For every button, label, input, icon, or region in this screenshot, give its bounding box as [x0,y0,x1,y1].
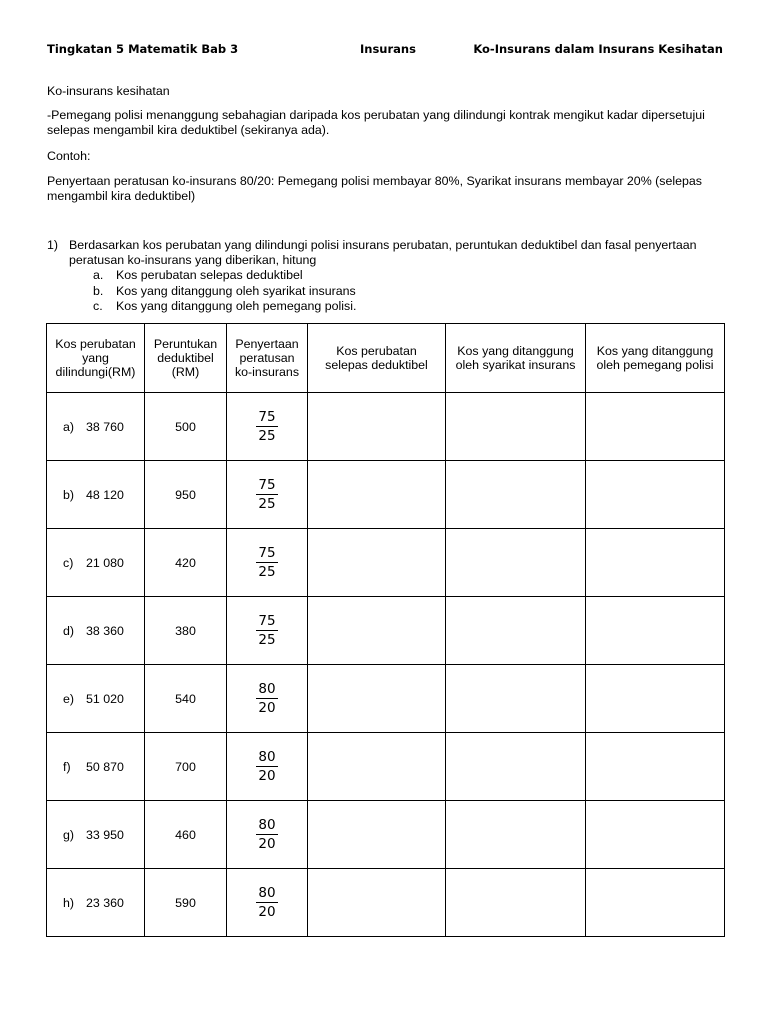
header-deductible: Peruntukan deduktibel (RM) [145,324,227,393]
intro-heading: Ko-insurans kesihatan [47,84,170,98]
fraction-numerator: 80 [258,817,276,833]
cell-medical-cost [47,733,145,801]
cost-value: 23 360 [86,895,124,910]
cell-insurer-cost[interactable] [446,529,586,597]
fraction-denominator: 25 [258,564,276,580]
coinsurance-fraction [256,409,277,444]
table-row [47,393,725,461]
table-row [47,597,725,665]
cell-coinsurance-ratio [227,461,308,529]
question-part-letter: b. [93,284,104,298]
cell-policyholder-cost[interactable] [586,529,725,597]
cell-policyholder-cost[interactable] [586,393,725,461]
cell-medical-cost [47,393,145,461]
fraction-numerator: 80 [258,681,276,697]
cell-coinsurance-ratio [227,733,308,801]
question-part-text: Kos yang ditanggung oleh syarikat insurans [116,284,356,298]
cell-insurer-cost[interactable] [446,801,586,869]
cell-insurer-cost[interactable] [446,665,586,733]
cost-value: 48 120 [86,487,124,502]
row-label: e) [63,691,75,706]
fraction-denominator: 25 [258,632,276,648]
cell-coinsurance-ratio [227,665,308,733]
cost-value: 50 870 [86,759,124,774]
coinsurance-fraction [256,817,277,852]
header-coinsurance-ratio: Penyertaan peratusan ko-insurans [227,324,308,393]
cell-cost-after-deductible[interactable] [308,597,446,665]
fraction-denominator: 25 [258,428,276,444]
row-label: a) [63,419,75,434]
coinsurance-fraction [256,613,277,648]
cell-coinsurance-ratio [227,393,308,461]
fraction-numerator: 80 [258,749,276,765]
cell-deductible: 500 [145,393,227,461]
cell-deductible: 700 [145,733,227,801]
cell-coinsurance-ratio [227,529,308,597]
cell-policyholder-cost[interactable] [586,869,725,937]
cell-deductible: 950 [145,461,227,529]
cell-coinsurance-ratio [227,597,308,665]
fraction-numerator: 80 [258,885,276,901]
question-part-letter: a. [93,268,104,282]
fraction-denominator: 20 [258,700,276,716]
cell-deductible: 590 [145,869,227,937]
cell-deductible: 540 [145,665,227,733]
cell-coinsurance-ratio [227,801,308,869]
coinsurance-fraction [256,885,277,920]
cell-policyholder-cost[interactable] [586,665,725,733]
table-row [47,733,725,801]
header-policyholder-cost: Kos yang ditanggung oleh pemegang polisi [586,324,725,393]
fraction-numerator: 75 [258,409,276,425]
cell-cost-after-deductible[interactable] [308,869,446,937]
question-text: Berdasarkan kos perubatan yang dilindungi polisi insurans perubatan, peruntukan deduktibel dan fasal penyertaan peratusan ko-insurans yang diberikan, hitung [69,238,697,267]
fraction-numerator: 75 [258,477,276,493]
cell-deductible: 420 [145,529,227,597]
fraction-numerator: 75 [258,613,276,629]
header-right: Ko-Insurans dalam Insurans Kesihatan [473,42,723,56]
table-row [47,665,725,733]
fraction-denominator: 20 [258,904,276,920]
coinsurance-fraction [256,477,277,512]
cell-medical-cost [47,597,145,665]
cell-medical-cost [47,869,145,937]
cell-medical-cost [47,461,145,529]
cell-cost-after-deductible[interactable] [308,733,446,801]
cell-cost-after-deductible[interactable] [308,393,446,461]
cell-insurer-cost[interactable] [446,733,586,801]
table-row [47,529,725,597]
co-insurance-table [46,323,725,937]
fraction-denominator: 20 [258,836,276,852]
cell-medical-cost [47,665,145,733]
cost-value: 38 760 [86,419,124,434]
coinsurance-fraction [256,681,277,716]
header-insurer-cost: Kos yang ditanggung oleh syarikat insurans [446,324,586,393]
fraction-denominator: 25 [258,496,276,512]
cell-medical-cost [47,529,145,597]
question-number: 1) [47,238,59,252]
cell-cost-after-deductible[interactable] [308,529,446,597]
intro-definition: -Pemegang polisi menanggung sebahagian daripada kos perubatan yang dilindungi kontrak mengikut kadar dipersetujui selepas mengambil kira deduktibel (sekiranya ada). [47,108,705,137]
cell-cost-after-deductible[interactable] [308,461,446,529]
cell-policyholder-cost[interactable] [586,801,725,869]
cost-value: 21 080 [86,555,124,570]
row-label: c) [63,555,74,570]
cell-cost-after-deductible[interactable] [308,665,446,733]
cost-value: 38 360 [86,623,124,638]
coinsurance-fraction [256,749,277,784]
table-header-row [47,324,725,393]
row-label: h) [63,895,75,910]
example-label: Contoh: [47,149,91,163]
fraction-denominator: 20 [258,768,276,784]
table-row [47,461,725,529]
cell-coinsurance-ratio [227,869,308,937]
question-part-letter: c. [93,299,103,313]
cell-insurer-cost[interactable] [446,393,586,461]
table-row [47,801,725,869]
coinsurance-fraction [256,545,277,580]
cell-deductible: 460 [145,801,227,869]
fraction-numerator: 75 [258,545,276,561]
header-left: Tingkatan 5 Matematik Bab 3 [47,42,239,56]
cell-policyholder-cost[interactable] [586,597,725,665]
row-label: b) [63,487,75,502]
cost-value: 51 020 [86,691,124,706]
header-cost-after-deductible: Kos perubatan selepas deduktibel [308,324,446,393]
cell-policyholder-cost[interactable] [586,733,725,801]
page-header [47,42,723,62]
cell-medical-cost [47,801,145,869]
question-part-text: Kos yang ditanggung oleh pemegang polisi. [116,299,357,313]
row-label: f) [63,759,71,774]
cell-insurer-cost[interactable] [446,597,586,665]
cost-value: 33 950 [86,827,124,842]
header-center: Insurans [360,42,416,56]
cell-insurer-cost[interactable] [446,869,586,937]
cell-cost-after-deductible[interactable] [308,801,446,869]
row-label: g) [63,827,75,842]
cell-deductible: 380 [145,597,227,665]
row-label: d) [63,623,75,638]
example-text: Penyertaan peratusan ko-insurans 80/20: Pemegang polisi membayar 80%, Syarikat insurans membayar 20% (selepas mengambil kira deduktibel) [47,174,702,203]
cell-policyholder-cost[interactable] [586,461,725,529]
header-medical-cost: Kos perubatan yang dilindungi(RM) [47,324,145,393]
table-row [47,869,725,937]
question-part-text: Kos perubatan selepas deduktibel [116,268,303,282]
cell-insurer-cost[interactable] [446,461,586,529]
